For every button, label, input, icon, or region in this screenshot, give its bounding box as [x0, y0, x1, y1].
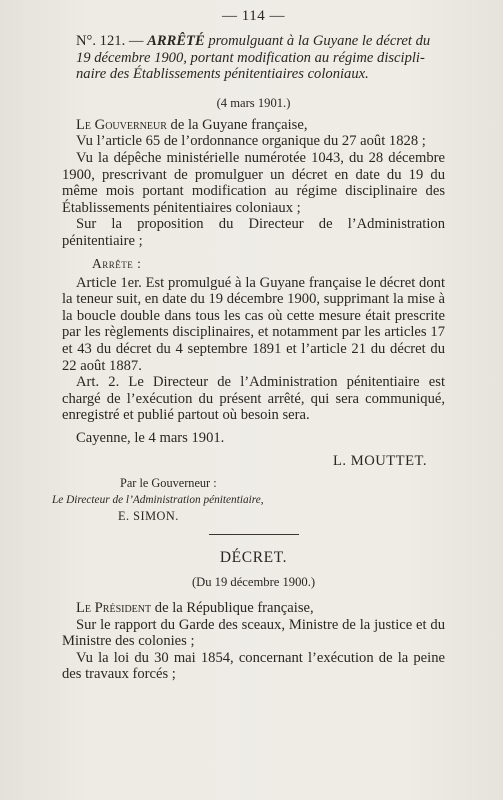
signatory: L. MOUTTET.	[333, 453, 427, 470]
decret-title: DÉCRET.	[219, 549, 288, 567]
gouverneur-rest: de la Guyane française,	[170, 116, 308, 133]
arrete-header	[62, 33, 445, 83]
par-le-gouverneur: Par le Gouverneur :	[120, 476, 217, 491]
considerant-2: Vu la dépêche ministérielle numérotée 1043, du 28 décembre 1900, prescrivant de promulguer un décret en date du 19 du même mois portant modification au régime disciplinaire des Établissements pénitentiaires coloniaux ;	[62, 149, 445, 216]
decret-visa-1: Sur le rapport du Garde des sceaux, Ministre de la justice et du Ministre des colonies ;	[62, 616, 445, 650]
president-title: Le Président	[76, 600, 152, 617]
header-line-1	[62, 33, 445, 50]
header-line-3: naire des Établissements pénitentiaires coloniaux.	[76, 66, 369, 83]
countersignatory: E. SIMON.	[118, 509, 179, 524]
article-1: Article 1er. Est promulgué à la Guyane française le décret dont la teneur suit, en date du 19 décembre 1900, supprimant la mise à la boucle double dans tous les cas où cette mesure était prescrite par les règlements disciplinaires, et notamment par les articles 17 et 43 du décret du 4 septembre 1891 et l’article 21 du décret du 22 août 1887.	[62, 274, 445, 374]
directeur-title: Le Directeur de l’Administration pénitentiaire,	[52, 494, 264, 507]
arrete-date: (4 mars 1901.)	[216, 95, 291, 110]
gouverneur-line	[62, 117, 445, 134]
president-rest: de la République française,	[154, 600, 314, 617]
considerant-1: Vu l’article 65 de l’ordonnance organique du 27 août 1828 ;	[76, 133, 426, 150]
header-line-1-rest: promulguant à la Guyane le décret du	[208, 33, 431, 49]
arrete-word: ARRÊTÉ	[147, 33, 205, 49]
decret-visa-2: Vu la loi du 30 mai 1854, concernant l’exécution de la peine des travaux forcés ;	[62, 649, 445, 683]
president-line	[62, 600, 445, 617]
section-divider	[209, 534, 299, 535]
header-line-2: 19 décembre 1900, portant modification au régime discipli-	[76, 49, 425, 66]
gouverneur-title: Le Gouverneur	[76, 116, 167, 133]
page-number: — 114 —	[222, 8, 285, 24]
arrete-number: N°. 121. —	[76, 33, 144, 49]
place-date: Cayenne, le 4 mars 1901.	[76, 429, 225, 446]
decret-date: (Du 19 décembre 1900.)	[191, 575, 316, 590]
article-2: Art. 2. Le Directeur de l’Administration pénitentiaire est chargé de l’exécution du présent arrêté, qui sera communiqué, enregistré et publié partout où besoin sera.	[62, 374, 445, 424]
considerant-3: Sur la proposition du Directeur de l’Administration pénitentiaire ;	[62, 216, 445, 249]
arrete-label: Arrête :	[92, 255, 142, 271]
